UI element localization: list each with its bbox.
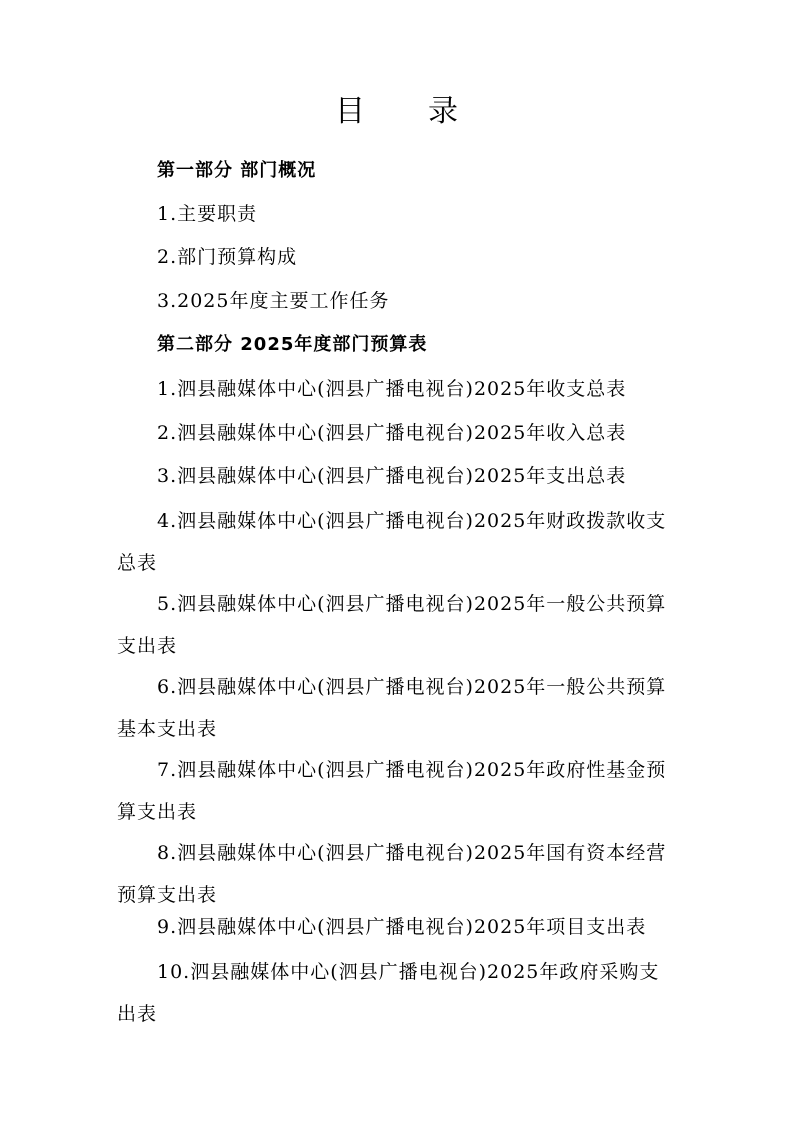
toc-item: 9.泗县融媒体中心(泗县广播电视台)2025年项目支出表 (157, 916, 647, 938)
toc-item: 7.泗县融媒体中心(泗县广播电视台)2025年政府性基金预算支出表 (117, 759, 667, 823)
toc-item: 5.泗县融媒体中心(泗县广播电视台)2025年一般公共预算支出表 (117, 593, 667, 657)
toc-item: 1.泗县融媒体中心(泗县广播电视台)2025年收支总表 (157, 378, 627, 400)
toc-item: 2.部门预算构成 (157, 246, 298, 268)
part1-heading: 第一部分 部门概况 (157, 160, 317, 181)
toc-item: 6.泗县融媒体中心(泗县广播电视台)2025年一般公共预算基本支出表 (117, 676, 667, 740)
toc-item: 3.2025年度主要工作任务 (157, 290, 390, 312)
toc-item: 4.泗县融媒体中心(泗县广播电视台)2025年财政拨款收支总表 (117, 510, 667, 574)
page-title (0, 90, 794, 134)
toc-item: 1.主要职责 (157, 203, 258, 225)
title-char-1: 目 (335, 94, 366, 129)
toc-item: 3.泗县融媒体中心(泗县广播电视台)2025年支出总表 (157, 465, 627, 487)
part2-heading: 第二部分 2025年度部门预算表 (157, 334, 428, 355)
toc-item: 8.泗县融媒体中心(泗县广播电视台)2025年国有资本经营预算支出表 (117, 842, 667, 906)
toc-item: 2.泗县融媒体中心(泗县广播电视台)2025年收入总表 (157, 422, 627, 444)
title-char-2: 录 (428, 94, 459, 129)
toc-item: 10.泗县融媒体中心(泗县广播电视台)2025年政府采购支出表 (117, 961, 660, 1025)
